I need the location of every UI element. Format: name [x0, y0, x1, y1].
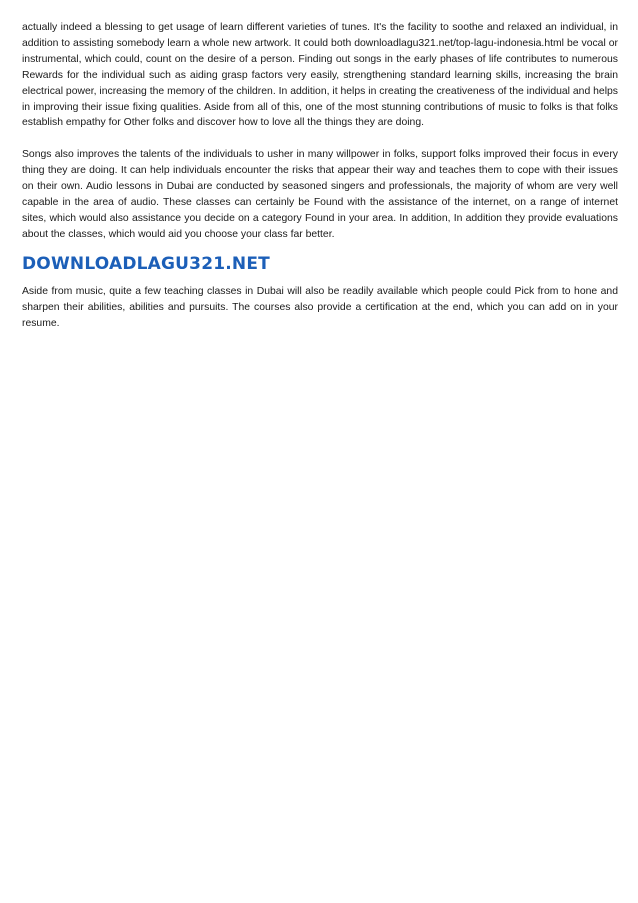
- paragraph-classes: Aside from music, quite a few teaching classes in Dubai will also be readily available which people could Pick from to hone and sharpen their abilities, abilities and pursuits. The courses also provide a certification at the end, which you can add on in your resume.: [22, 285, 618, 329]
- paragraph-intro: actually indeed a blessing to get usage of learn different varieties of tunes. It's the facility to soothe and relaxed an individual, in addition to assisting somebody learn a whole new artwork. It could both downloadlagu321.net/top-lagu-indonesia.html be vocal or instrumental, which could, count on the desire of a person. Finding out songs in the early phases of life contributes to numerous Rewards for the individual such as aiding grasp factors very easily, strengthening standard learning skills, increasing the brain electrical power, increasing the memory of the children. In addition, it helps in creating the creativeness of the individual and helps in improving their issue fixing qualities. Aside from all of this, one of the most stunning contributions of music to folks is that folks establish empathy for Other folks and discover how to love all the things they are doing.: [22, 22, 618, 129]
- site-link[interactable]: DOWNLOADLAGU321.NET: [22, 253, 270, 274]
- document-body: [22, 20, 618, 332]
- paragraph-songs: Songs also improves the talents of the individuals to usher in many willpower in folks, support folks improved their focus in every thing they are doing. It can help individuals encounter the risks that appear their way and teaches them to cope with their issues on their own. Audio lessons in Dubai are conducted by seasoned singers and professionals, the majority of whom are very well capable in the area of audio. These classes can certainly be Found with the assistance of the internet, on a range of internet sites, which would also assistance you decide on a category Found in your area. In addition, In addition they provide evaluations about the classes, which would aid you choose your class far better.: [22, 149, 618, 240]
